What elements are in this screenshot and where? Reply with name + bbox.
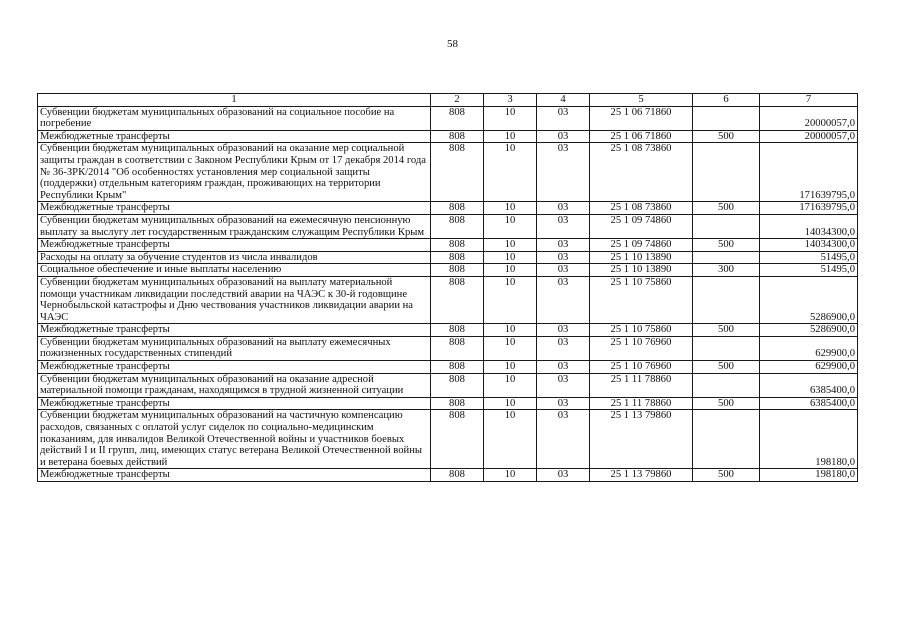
section-code-cell: 10 xyxy=(484,106,537,130)
table-row xyxy=(38,276,858,323)
table-row xyxy=(38,324,858,337)
target-article-cell: 25 1 06 71860 xyxy=(590,106,693,130)
ministry-code-cell: 808 xyxy=(431,251,484,264)
subsection-code-cell: 03 xyxy=(537,361,590,374)
subsection-code-cell: 03 xyxy=(537,143,590,202)
row-name-cell: Социальное обеспечение и иные выплаты населению xyxy=(38,264,431,277)
amount-cell: 20000057,0 xyxy=(760,106,858,130)
amount-cell: 6385400,0 xyxy=(760,397,858,410)
ministry-code-cell: 808 xyxy=(431,143,484,202)
section-code-cell: 10 xyxy=(484,469,537,482)
subsection-code-cell: 03 xyxy=(537,251,590,264)
row-name-cell: Межбюджетные трансферты xyxy=(38,469,431,482)
target-article-cell: 25 1 13 79860 xyxy=(590,469,693,482)
expense-type-cell xyxy=(693,143,760,202)
ministry-code-cell: 808 xyxy=(431,410,484,469)
table-row xyxy=(38,361,858,374)
subsection-code-cell: 03 xyxy=(537,373,590,397)
target-article-cell: 25 1 08 73860 xyxy=(590,202,693,215)
table-row xyxy=(38,336,858,360)
target-article-cell: 25 1 10 13890 xyxy=(590,264,693,277)
amount-cell: 171639795,0 xyxy=(760,143,858,202)
section-code-cell: 10 xyxy=(484,373,537,397)
row-name-cell: Субвенции бюджетам муниципальных образований на выплату ежемесячных пожизненных государственных стипендий xyxy=(38,336,431,360)
subsection-code-cell: 03 xyxy=(537,324,590,337)
target-article-cell: 25 1 11 78860 xyxy=(590,397,693,410)
table-row xyxy=(38,264,858,277)
subsection-code-cell: 03 xyxy=(537,410,590,469)
expense-type-cell: 500 xyxy=(693,469,760,482)
table-row xyxy=(38,130,858,143)
row-name-cell: Межбюджетные трансферты xyxy=(38,324,431,337)
section-code-cell: 10 xyxy=(484,130,537,143)
section-code-cell: 10 xyxy=(484,410,537,469)
ministry-code-cell: 808 xyxy=(431,239,484,252)
amount-cell: 5286900,0 xyxy=(760,324,858,337)
column-header: 5 xyxy=(590,94,693,107)
ministry-code-cell: 808 xyxy=(431,373,484,397)
section-code-cell: 10 xyxy=(484,239,537,252)
expense-type-cell: 500 xyxy=(693,324,760,337)
section-code-cell: 10 xyxy=(484,361,537,374)
table-row xyxy=(38,214,858,238)
subsection-code-cell: 03 xyxy=(537,469,590,482)
ministry-code-cell: 808 xyxy=(431,361,484,374)
column-header: 1 xyxy=(38,94,431,107)
ministry-code-cell: 808 xyxy=(431,324,484,337)
amount-cell: 198180,0 xyxy=(760,410,858,469)
expense-type-cell xyxy=(693,214,760,238)
section-code-cell: 10 xyxy=(484,251,537,264)
target-article-cell: 25 1 10 76960 xyxy=(590,361,693,374)
ministry-code-cell: 808 xyxy=(431,264,484,277)
target-article-cell: 25 1 10 13890 xyxy=(590,251,693,264)
row-name-cell: Межбюджетные трансферты xyxy=(38,130,431,143)
amount-cell: 5286900,0 xyxy=(760,276,858,323)
expense-type-cell xyxy=(693,410,760,469)
section-code-cell: 10 xyxy=(484,276,537,323)
expense-type-cell: 500 xyxy=(693,397,760,410)
amount-cell: 629900,0 xyxy=(760,336,858,360)
target-article-cell: 25 1 10 75860 xyxy=(590,324,693,337)
amount-cell: 629900,0 xyxy=(760,361,858,374)
column-header: 7 xyxy=(760,94,858,107)
ministry-code-cell: 808 xyxy=(431,130,484,143)
ministry-code-cell: 808 xyxy=(431,214,484,238)
target-article-cell: 25 1 08 73860 xyxy=(590,143,693,202)
amount-cell: 14034300,0 xyxy=(760,239,858,252)
table-row xyxy=(38,239,858,252)
subsection-code-cell: 03 xyxy=(537,106,590,130)
budget-table xyxy=(37,93,858,482)
column-header: 2 xyxy=(431,94,484,107)
page-number: 58 xyxy=(447,38,458,50)
table-row xyxy=(38,469,858,482)
expense-type-cell xyxy=(693,251,760,264)
ministry-code-cell: 808 xyxy=(431,397,484,410)
row-name-cell: Субвенции бюджетам муниципальных образований на оказание адресной материальной помощи гражданам, находящимся в трудной жизненной ситуации xyxy=(38,373,431,397)
section-code-cell: 10 xyxy=(484,143,537,202)
table-row xyxy=(38,373,858,397)
row-name-cell: Субвенции бюджетам муниципальных образований на оказание мер социальной защиты граждан в соответствии с Законом Республики Крым от 17 декабря 2014 года № 36-ЗРК/2014 "Об особенностях установления мер социальной защиты (поддержки) отдельным категориям граждан, проживающих на территории Республики Крым" xyxy=(38,143,431,202)
row-name-cell: Межбюджетные трансферты xyxy=(38,361,431,374)
column-header: 6 xyxy=(693,94,760,107)
section-code-cell: 10 xyxy=(484,214,537,238)
row-name-cell: Межбюджетные трансферты xyxy=(38,397,431,410)
subsection-code-cell: 03 xyxy=(537,397,590,410)
expense-type-cell xyxy=(693,106,760,130)
subsection-code-cell: 03 xyxy=(537,336,590,360)
amount-cell: 198180,0 xyxy=(760,469,858,482)
expense-type-cell xyxy=(693,373,760,397)
amount-cell: 51495,0 xyxy=(760,251,858,264)
amount-cell: 51495,0 xyxy=(760,264,858,277)
section-code-cell: 10 xyxy=(484,324,537,337)
column-header: 4 xyxy=(537,94,590,107)
expense-type-cell: 500 xyxy=(693,239,760,252)
row-name-cell: Субвенции бюджетам муниципальных образований на социальное пособие на погребение xyxy=(38,106,431,130)
target-article-cell: 25 1 10 75860 xyxy=(590,276,693,323)
table-row xyxy=(38,410,858,469)
expense-type-cell: 500 xyxy=(693,130,760,143)
subsection-code-cell: 03 xyxy=(537,214,590,238)
section-code-cell: 10 xyxy=(484,264,537,277)
section-code-cell: 10 xyxy=(484,336,537,360)
expense-type-cell: 500 xyxy=(693,202,760,215)
expense-type-cell xyxy=(693,276,760,323)
amount-cell: 6385400,0 xyxy=(760,373,858,397)
section-code-cell: 10 xyxy=(484,397,537,410)
ministry-code-cell: 808 xyxy=(431,202,484,215)
subsection-code-cell: 03 xyxy=(537,202,590,215)
target-article-cell: 25 1 11 78860 xyxy=(590,373,693,397)
section-code-cell: 10 xyxy=(484,202,537,215)
header-row xyxy=(38,94,858,107)
target-article-cell: 25 1 06 71860 xyxy=(590,130,693,143)
subsection-code-cell: 03 xyxy=(537,130,590,143)
ministry-code-cell: 808 xyxy=(431,106,484,130)
row-name-cell: Межбюджетные трансферты xyxy=(38,239,431,252)
row-name-cell: Субвенции бюджетам муниципальных образований на выплату материальной помощи участникам ликвидации последствий аварии на ЧАЭС к 30-й годовщине Чернобыльской катастрофы и Дню чествования участников ликвидации аварии на ЧАЭС xyxy=(38,276,431,323)
target-article-cell: 25 1 09 74860 xyxy=(590,214,693,238)
subsection-code-cell: 03 xyxy=(537,264,590,277)
expense-type-cell: 500 xyxy=(693,361,760,374)
amount-cell: 171639795,0 xyxy=(760,202,858,215)
table-row xyxy=(38,143,858,202)
expense-type-cell xyxy=(693,336,760,360)
ministry-code-cell: 808 xyxy=(431,469,484,482)
amount-cell: 20000057,0 xyxy=(760,130,858,143)
column-header: 3 xyxy=(484,94,537,107)
target-article-cell: 25 1 13 79860 xyxy=(590,410,693,469)
subsection-code-cell: 03 xyxy=(537,276,590,323)
row-name-cell: Межбюджетные трансферты xyxy=(38,202,431,215)
target-article-cell: 25 1 09 74860 xyxy=(590,239,693,252)
amount-cell: 14034300,0 xyxy=(760,214,858,238)
table-row xyxy=(38,106,858,130)
table-row xyxy=(38,251,858,264)
table-row xyxy=(38,397,858,410)
row-name-cell: Расходы на оплату за обучение студентов из числа инвалидов xyxy=(38,251,431,264)
table-row xyxy=(38,202,858,215)
row-name-cell: Субвенции бюджетам муниципальных образований на ежемесячную пенсионную выплату за выслугу лет государственным гражданским служащим Республики Крым xyxy=(38,214,431,238)
ministry-code-cell: 808 xyxy=(431,336,484,360)
ministry-code-cell: 808 xyxy=(431,276,484,323)
subsection-code-cell: 03 xyxy=(537,239,590,252)
target-article-cell: 25 1 10 76960 xyxy=(590,336,693,360)
expense-type-cell: 300 xyxy=(693,264,760,277)
row-name-cell: Субвенции бюджетам муниципальных образований на частичную компенсацию расходов, связанных с оплатой услуг сиделок по социально-медицинским показаниям, для инвалидов Великой Отечественной войны и участников боевых действий I и II групп, лиц, имеющих статус ветерана Великой Отечественной войны и ветерана боевых действий xyxy=(38,410,431,469)
